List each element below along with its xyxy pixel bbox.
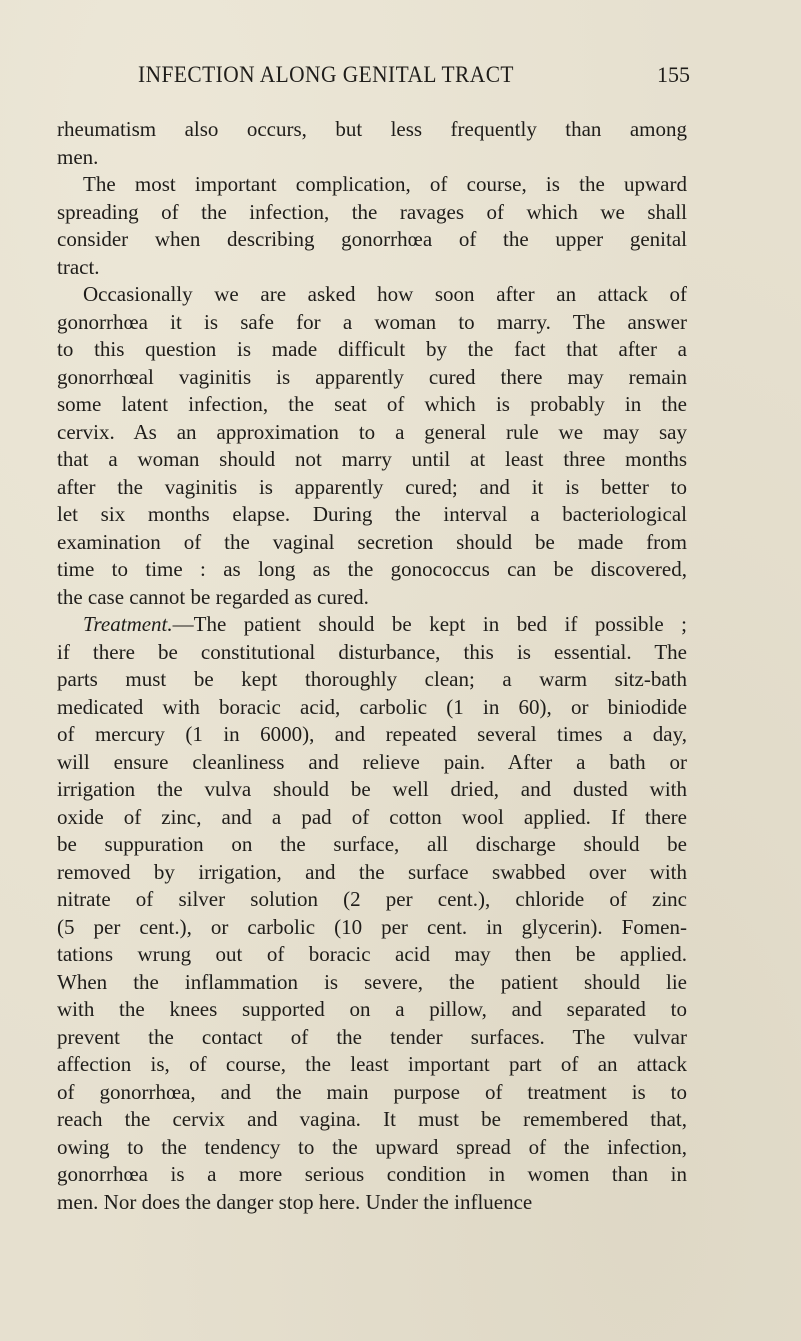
text-line: time to time : as long as the gonococcus can be discovered, <box>57 557 687 581</box>
text-line: rheumatism also occurs, but less frequently than among <box>57 117 687 141</box>
text-line: with the knees supported on a pillow, and separated to <box>57 997 687 1021</box>
text-line: that a woman should not marry until at least three months <box>57 447 687 471</box>
running-title: INFECTION ALONG GENITAL TRACT <box>138 62 514 87</box>
page-number: 155 <box>657 62 690 87</box>
text-line: be suppuration on the surface, all discharge should be <box>57 832 687 856</box>
paragraph-start-line: The most important complication, of course, is the upward <box>83 172 687 196</box>
text-line: gonorrhœa is a more serious condition in women than in <box>57 1162 687 1186</box>
text-line: some latent infection, the seat of which is probably in the <box>57 392 687 416</box>
text-line: When the inflammation is severe, the patient should lie <box>57 969 687 994</box>
running-head <box>138 62 698 102</box>
treatment-heading: Treatment. <box>83 612 173 636</box>
text-line: after the vaginitis is apparently cured; and it is better to <box>57 474 687 499</box>
text-line: removed by irrigation, and the surface swabbed over with <box>57 859 687 884</box>
text-line: affection is, of course, the least important part of an attack <box>57 1052 687 1076</box>
text-line: prevent the contact of the tender surfaces. The vulvar <box>57 1024 687 1049</box>
text-line-rest: —The patient should be kept in bed if possible ; <box>172 612 687 636</box>
text-line: medicated with boracic acid, carbolic (1 in 60), or biniodide <box>57 694 687 719</box>
text-line: of mercury (1 in 6000), and repeated several times a day, <box>57 722 687 746</box>
text-line: men. Nor does the danger stop here. Under the influence <box>57 1189 533 1214</box>
text-line: to this question is made difficult by the fact that after a <box>57 337 687 361</box>
treatment-paragraph-start <box>57 611 687 639</box>
text-line: consider when describing gonorrhœa of the upper genital <box>57 227 687 251</box>
text-line: tations wrung out of boracic acid may then be applied. <box>57 942 687 966</box>
paragraph-start-line: Occasionally we are asked how soon after an attack of <box>83 282 687 306</box>
text-line: irrigation the vulva should be well dried, and dusted with <box>57 777 687 801</box>
text-line: gonorrhœa it is safe for a woman to marry. The answer <box>57 309 687 334</box>
text-line: will ensure cleanliness and relieve pain. After a bath or <box>57 749 687 774</box>
text-line: men. <box>57 144 99 169</box>
text-line: (5 per cent.), or carbolic (10 per cent. in glycerin). Fomen- <box>57 914 687 939</box>
text-line: parts must be kept thoroughly clean; a warm sitz-bath <box>57 667 687 691</box>
text-line: of gonorrhœa, and the main purpose of treatment is to <box>57 1079 687 1104</box>
text-line: tract. <box>57 254 100 279</box>
text-line: if there be constitutional disturbance, this is essential. The <box>57 639 687 664</box>
text-line: gonorrhœal vaginitis is apparently cured there may remain <box>57 364 687 389</box>
text-line: cervix. As an approximation to a general rule we may say <box>57 419 687 444</box>
text-line: oxide of zinc, and a pad of cotton wool applied. If there <box>57 804 687 829</box>
text-line: let six months elapse. During the interval a bacteriological <box>57 502 687 526</box>
body-text <box>57 116 687 1216</box>
text-line: owing to the tendency to the upward spread of the infection, <box>57 1134 687 1159</box>
text-line: spreading of the infection, the ravages of which we shall <box>57 199 687 224</box>
text-line: examination of the vaginal secretion should be made from <box>57 529 687 554</box>
text-line: reach the cervix and vagina. It must be remembered that, <box>57 1107 687 1131</box>
text-line: nitrate of silver solution (2 per cent.), chloride of zinc <box>57 887 687 911</box>
text-line: the case cannot be regarded as cured. <box>57 584 369 609</box>
